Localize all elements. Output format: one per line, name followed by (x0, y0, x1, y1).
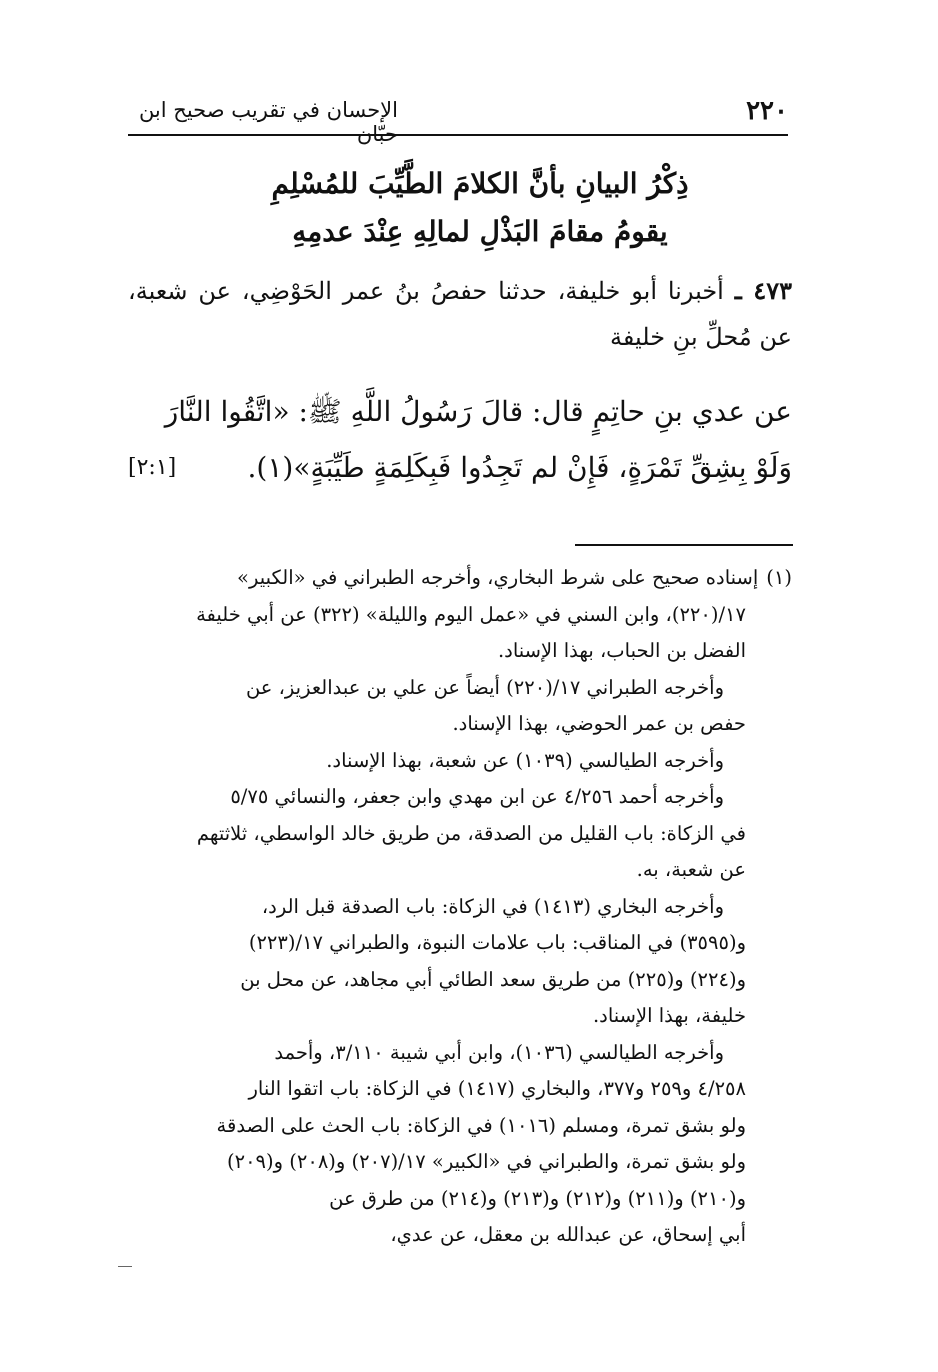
footnote-paragraph (128, 560, 792, 670)
footnote-line: وأخرجه الطبراني ١٧/(٢٢٠) أيضاً عن علي بن عبدالعزيز، عن (245, 675, 724, 699)
footnote-line: في الزكاة: باب القليل من الصدقة، من طريق خالد الواسطي، ثلاثتهم (196, 821, 746, 845)
footnote-line: أبي إسحاق، عن عبدالله بن معقل، عن عدي، (390, 1223, 746, 1246)
footnote-paragraph (128, 889, 792, 1035)
page-header (128, 92, 788, 146)
footnote-line: ولو بشق تمرة، ومسلم (١٠١٦) في الزكاة: باب الحث على الصدقة (216, 1113, 746, 1137)
running-title: الإحسان في تقريب صحيح ابن حبّان (138, 98, 398, 146)
matn-line-2: وَلَوْ بِشِقِّ تَمْرَةٍ، فَإِنْ لم تَجِدُوا فَبِكَلِمَةٍ طَيِّبَةٍ»(١). (247, 451, 792, 484)
footnote-line: وأخرجه البخاري (١٤١٣) في الزكاة: باب الصدقة قبل الرد، (261, 894, 724, 918)
matn-line-1: عن عدي بنِ حاتِمٍ قال: قالَ رَسُولُ اللَّهِ ﷺ: «اتَّقُوا النَّارَ (164, 395, 792, 428)
chapter-title-line-1: ذِكْرُ البيانِ بأنَّ الكلامَ الطَّيِّبَ للمُسْلِمِ (271, 167, 689, 200)
footnote-paragraph (128, 779, 792, 889)
hadith-matn (128, 384, 792, 496)
footnote-paragraph (128, 1035, 792, 1254)
footnote-line: وأخرجه الطيالسي (١٠٣٦)، وابن أبي شيبة ٣/١١٠، وأحمد (274, 1040, 724, 1064)
footnote-line: حفص بن عمر الحوضي، بهذا الإسناد. (452, 712, 746, 735)
footnote-paragraph (128, 743, 792, 780)
footnote-line: ١٧/(٢٢٠)، وابن السني في «عمل اليوم والليلة» (٣٢٢) عن أبي خليفة (196, 602, 746, 626)
footnote-line: ولو بشق تمرة، والطبراني في «الكبير» ١٧/(٢٠٧) و(٢٠٨) و(٢٠٩) (227, 1150, 746, 1173)
page-edge-mark (118, 1266, 132, 1267)
footnote-line: ٤/٢٥٨ و٢٥٩ و٣٧٧، والبخاري (١٤١٧) في الزكاة: باب اتقوا النار (248, 1077, 746, 1100)
footnote-marker: (١) (766, 566, 792, 589)
hadith-number: ٤٧٣ ـ (734, 276, 792, 305)
page-number: ٢٢٠ (746, 96, 788, 126)
footnotes (128, 560, 792, 1254)
footnote-separator (575, 544, 793, 546)
footnote-line: (١)إسناده صحيح على شرط البخاري، وأخرجه الطبراني في «الكبير» (237, 566, 792, 589)
hadith-isnad (128, 268, 792, 360)
footnote-paragraph (128, 670, 792, 743)
footnote-line: الفضل بن الحباب، بهذا الإسناد. (497, 639, 746, 662)
footnote-line: وأخرجه الطيالسي (١٠٣٩) عن شعبة، بهذا الإسناد. (326, 748, 724, 772)
footnote-line: خليفة، بهذا الإسناد. (592, 1004, 746, 1027)
footnote-line: و(٢٢٤) و(٢٢٥) من طريق سعد الطائي أبي مجاهد، عن محل بن (240, 967, 746, 991)
footnote-line: وأخرجه أحمد ٤/٢٥٦ عن ابن مهدي وابن جعفر، والنسائي ٥/٧٥ (230, 785, 724, 808)
footnote-line: و(٣٥٩٥) في المناقب: باب علامات النبوة، والطبراني ١٧/(٢٢٣) (248, 931, 746, 954)
chapter-title (150, 160, 810, 256)
footnote-line: و(٢١٠) و(٢١١) و(٢١٢) و(٢١٣) و(٢١٤) من طرق عن (329, 1186, 746, 1210)
chapter-title-line-2: يقومُ مقامَ البَذْلِ لمالِهِ عِنْدَ عدمِهِ (292, 215, 668, 248)
hadith-reference: [٢:١] (128, 455, 177, 480)
header-rule (128, 134, 788, 136)
hadith-chain-text: أخبرنا أبو خليفة، حدثنا حفصُ بنُ عمر الحَوْضِي، عن شعبة، عن مُحلِّ بنِ خليفة (128, 277, 792, 351)
footnote-line: عن شعبة، به. (636, 858, 746, 881)
